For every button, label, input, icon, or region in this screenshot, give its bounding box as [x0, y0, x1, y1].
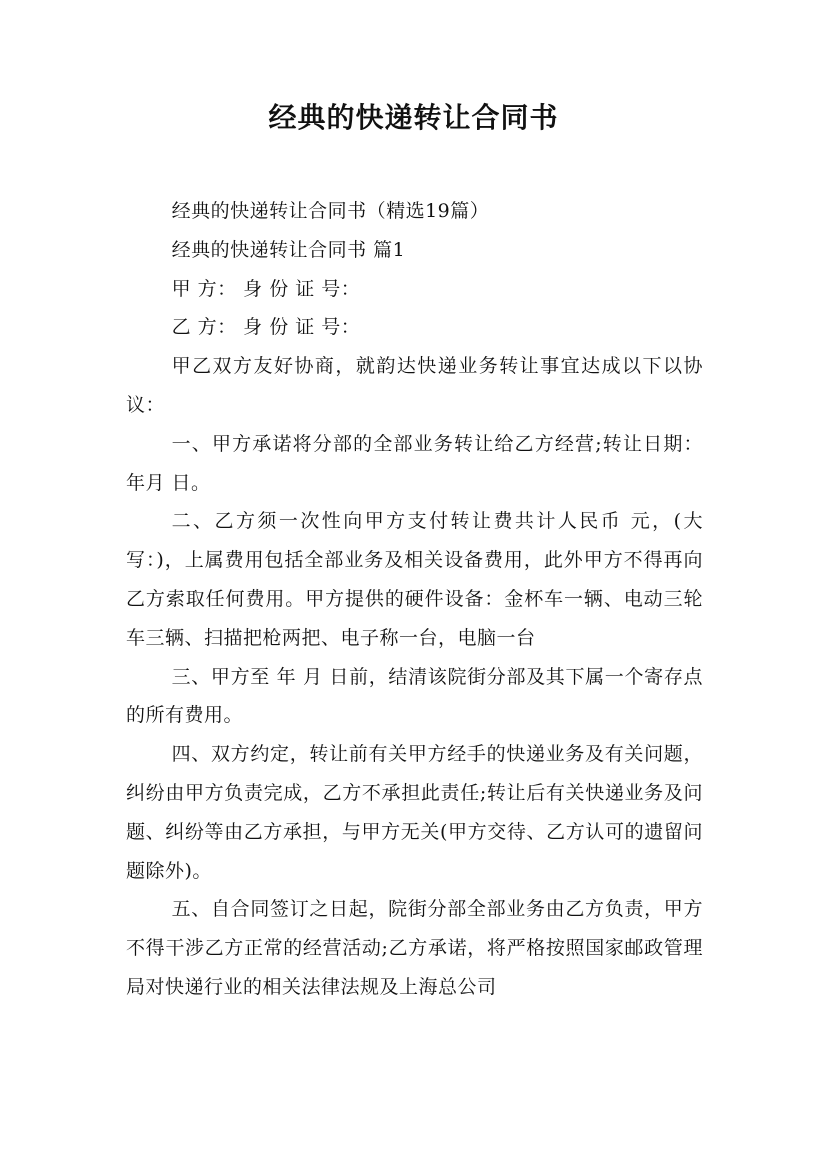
page-title: 经典的快递转让合同书	[268, 101, 559, 134]
document-body	[126, 192, 703, 1007]
paragraph-subtitle: 经典的快递转让合同书（精选19篇）	[171, 200, 490, 222]
paragraph-clause-5: 五、自合同签订之日起，院街分部全部业务由乙方负责，甲方不得干涉乙方正常的经营活动;乙方承诺，将严格按照国家邮政管理局对快递行业的相关法律法规及上海总公司	[126, 898, 703, 998]
paragraph-section-heading: 经典的快递转让合同书 篇1	[171, 238, 406, 261]
paragraph-party-a: 甲 方： 身 份 证 号：	[171, 277, 361, 300]
paragraph-clause-3: 三、甲方至 年 月 日前，结清该院街分部及其下属一个寄存点的所有费用。	[126, 665, 703, 727]
paragraph-intro: 甲乙双方友好协商，就韵达快递业务转让事宜达成以下以协议：	[126, 355, 703, 416]
paragraph-clause-4: 四、双方约定，转让前有关甲方经手的快递业务及有关问题，纠纷由甲方负责完成，乙方不承担此责任;转让后有关快递业务及问题、纠纷等由乙方承担，与甲方无关(甲方交待、乙方认可的遗留问题除外)。	[126, 743, 703, 882]
paragraph-clause-2: 二、乙方须一次性向甲方支付转让费共计人民币 元，(大写：)，上属费用包括全部业务及相关设备费用，此外甲方不得再向乙方索取任何费用。甲方提供的硬件设备：金杯车一辆、电动三轮车三辆、扫描把枪两把、电子称一台，电脑一台	[126, 510, 703, 649]
paragraph-clause-1: 一、甲方承诺将分部的全部业务转让给乙方经营;转让日期： 年月 日。	[126, 432, 703, 494]
paragraph-party-b: 乙 方： 身 份 证 号：	[171, 316, 361, 339]
